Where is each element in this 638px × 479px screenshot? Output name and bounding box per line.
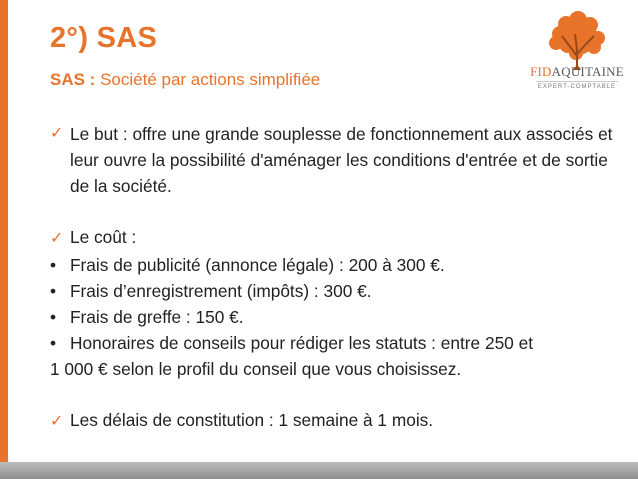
item-text: Le but : offre une grande souplesse de fonctionnement aux associés et leur ouvre la possibilité d'aménager les conditions d'entrée et de sortie de la société. [70,124,613,196]
slide-body [50,119,625,435]
item-text: Les délais de constitution : 1 semaine à 1 mois. [70,410,434,430]
list-item [50,224,625,252]
footer-band [0,462,638,479]
item-text: Le coût : [70,227,137,247]
logo-brand-part2: AQUITAINE [551,64,624,79]
checkmark-icon: ✓ [50,125,64,142]
tree-icon [520,10,632,108]
list-item [50,252,625,278]
item-text: Frais de publicité (annonce légale) : 200 à 300 €. [70,255,445,275]
accent-bar [0,0,8,479]
list-item [50,330,625,356]
bullet-icon: • [50,255,57,275]
logo-tagline: EXPERT-COMPTABLE [537,84,617,90]
checkmark-icon: ✓ [50,230,64,247]
logo-divider [536,81,618,82]
subtitle-label: SAS : [50,70,96,89]
list-item [50,407,625,435]
logo-wordmark [525,64,629,80]
checkmark-icon: ✓ [50,413,64,430]
item-text: Honoraires de conseils pour rédiger les statuts : entre 250 et [70,333,534,353]
slide-subtitle [50,70,320,90]
subtitle-text: Société par actions simplifiée [95,70,321,89]
list-item-continuation [50,356,625,382]
slide-title: 2°) SAS [50,22,158,54]
list-item [50,278,625,304]
bullet-icon: • [50,307,57,327]
bullet-icon: • [50,281,57,301]
list-item [50,304,625,330]
logo-brand-part1: FID [530,64,552,79]
list-item [50,119,625,199]
bullet-icon: • [50,333,57,353]
item-text: Frais d’enregistrement (impôts) : 300 €. [70,281,372,301]
item-text: Frais de greffe : 150 €. [70,307,244,327]
item-text: 1 000 € selon le profil du conseil que vous choisissez. [50,359,462,379]
